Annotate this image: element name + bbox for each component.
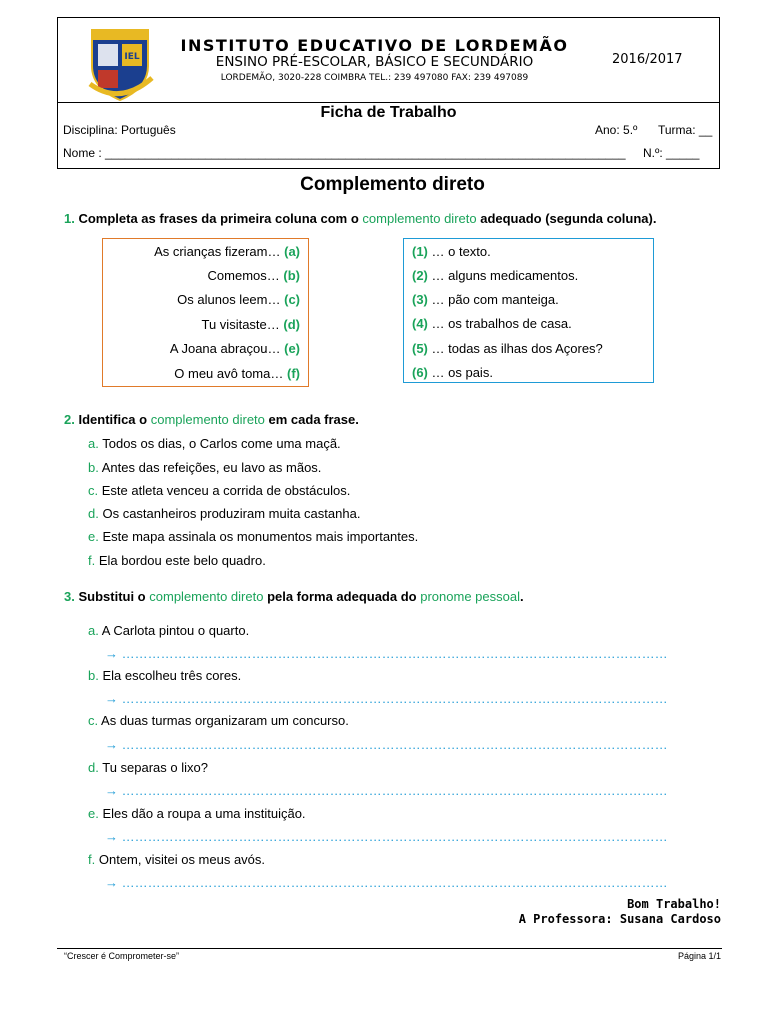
document-title: Complemento direto [300,174,485,195]
list-item: b. Ela escolheu três cores. [88,668,242,683]
sentence-start-box [102,238,309,387]
list-item: c. Este atleta venceu a corrida de obstáculos. [88,483,351,498]
answer-line[interactable]: → ……………………………………………………………………………………………………………… [105,875,668,890]
list-item: c. As duas turmas organizaram um concurso. [88,713,349,728]
list-item: O meu avô toma… (f) [174,366,300,381]
answer-line[interactable]: → ……………………………………………………………………………………………………………… [105,691,668,706]
question-text: Substitui o [78,589,146,604]
answer-line[interactable]: → ……………………………………………………………………………………………………………… [105,737,668,752]
list-item: f. Ela bordou este belo quadro. [88,553,266,568]
name-field[interactable]: Nome : ______________________________________________________________________________ [63,146,626,160]
list-item: f. Ontem, visitei os meus avós. [88,852,266,867]
key-term: pronome pessoal [420,589,520,604]
question-2 [64,412,359,427]
answer-line[interactable]: → ……………………………………………………………………………………………………………… [105,783,668,798]
list-item: Os alunos leem… (c) [177,292,300,307]
school-address: LORDEMÃO, 3020-228 COIMBRA TEL.: 239 497080 FAX: 239 497089 [220,73,529,83]
school-year: 2016/2017 [612,52,683,67]
closing-greeting: Bom Trabalho! [627,897,721,911]
page-number: Página 1/1 [677,951,721,961]
question-text: adequado (segunda coluna). [480,211,657,226]
answer-line[interactable]: → ……………………………………………………………………………………………………………… [105,829,668,844]
question-text: Completa as frases da primeira coluna com o [78,211,359,226]
list-item: (1) … o texto. [412,244,491,259]
list-item: A Joana abraçou… (e) [169,341,300,356]
sheet-title: Ficha de Trabalho [320,104,457,121]
footer-motto: “Crescer é Comprometer-se” [64,951,180,961]
question-text: em cada frase. [268,412,359,427]
answer-line[interactable]: → ……………………………………………………………………………………………………………… [105,646,668,661]
key-term: complemento direto [362,211,477,226]
footer-divider [57,948,722,949]
list-item: (4) … os trabalhos de casa. [412,316,572,331]
number-field[interactable]: N.º: _____ [643,146,700,160]
header-divider [57,102,720,103]
list-item: e. Eles dão a roupa a uma instituição. [88,806,306,821]
list-item: (6) … os pais. [412,365,493,380]
key-term: complemento direto [149,589,264,604]
list-item: (5) … todas as ilhas dos Açores? [412,341,603,356]
question-text: Identifica o [78,412,148,427]
question-3 [64,589,524,604]
complement-box [403,238,654,383]
question-1 [64,211,656,226]
list-item: e. Este mapa assinala os monumentos mais importantes. [88,529,419,544]
list-item: d. Os castanheiros produziram muita castanha. [88,506,361,521]
question-number: 1. [64,211,75,226]
list-item: b. Antes das refeições, eu lavo as mãos. [88,460,322,475]
discipline-label: Disciplina: Português [63,123,176,137]
school-logo [86,26,154,102]
list-item: Comemos… (b) [207,268,300,283]
question-text: . [519,589,524,604]
school-name: INSTITUTO EDUCATIVO DE LORDEMÃO [180,36,569,55]
list-item: (3) … pão com manteiga. [412,292,559,307]
class-field[interactable]: Turma: __ [658,123,713,137]
list-item: a. Todos os dias, o Carlos come uma maçã. [88,436,341,451]
list-item: (2) … alguns medicamentos. [412,268,579,283]
question-number: 2. [64,412,75,427]
teacher-signature: A Professora: Susana Cardoso [518,912,721,926]
list-item: As crianças fizeram… (a) [154,244,300,259]
question-text: pela forma adequada do [267,589,417,604]
grade-label: Ano: 5.º [595,123,638,137]
list-item: d. Tu separas o lixo? [88,760,208,775]
key-term: complemento direto [150,412,265,427]
school-levels: ENSINO PRÉ-ESCOLAR, BÁSICO E SECUNDÁRIO [215,54,534,70]
list-item: a. A Carlota pintou o quarto. [88,623,250,638]
question-number: 3. [64,589,75,604]
list-item: Tu visitaste… (d) [201,317,300,332]
svg-text:IEL: IEL [124,52,140,62]
